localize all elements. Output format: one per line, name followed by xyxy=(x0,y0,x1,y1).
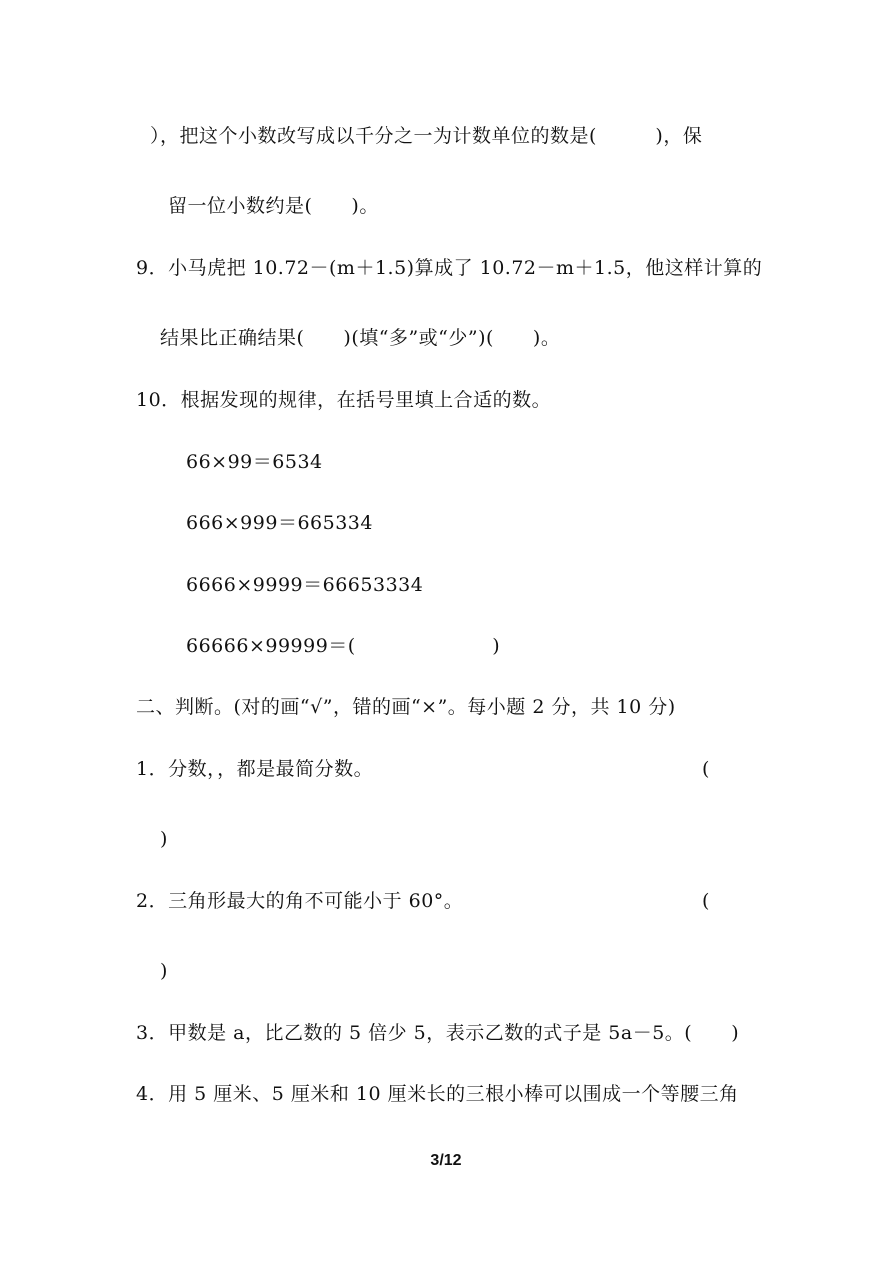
judgment-1-close-paren: ) xyxy=(160,828,168,850)
equation-1: 66×99＝6534 xyxy=(186,451,323,473)
judgment-4: 4．用 5 厘米、5 厘米和 10 厘米长的三根小棒可以围成一个等腰三角 xyxy=(136,1083,739,1105)
equation-3: 6666×9999＝66653334 xyxy=(186,574,424,596)
section-2-heading: 二、判断。(对的画“√”，错的画“×”。每小题 2 分，共 10 分) xyxy=(136,696,676,718)
judgment-2: 2．三角形最大的角不可能小于 60°。 xyxy=(136,890,464,912)
judgment-3: 3．甲数是 a，比乙数的 5 倍少 5，表示乙数的式子是 5a－5。( ) xyxy=(136,1022,740,1044)
question-10-title: 10．根据发现的规律，在括号里填上合适的数。 xyxy=(136,389,552,411)
judgment-2-open-paren: ( xyxy=(702,890,710,912)
q8-continuation-line-1: ），把这个小数改写成以千分之一为计数单位的数是( )，保 xyxy=(150,125,703,147)
judgment-1: 1．分数，，都是最简分数。 xyxy=(136,758,374,780)
equation-4: 66666×99999＝( ) xyxy=(186,635,501,657)
q8-continuation-line-2: 留一位小数约是( )。 xyxy=(168,195,379,217)
equation-2: 666×999＝665334 xyxy=(186,512,373,534)
judgment-2-close-paren: ) xyxy=(160,960,168,982)
judgment-1-open-paren: ( xyxy=(702,758,710,780)
question-9-line-1: 9．小马虎把 10.72－(m＋1.5)算成了 10.72－m＋1.5，他这样计算的 xyxy=(136,257,763,279)
page-number: 3/12 xyxy=(430,1152,462,1169)
question-9-line-2: 结果比正确结果( )(填“多”或“少”)( )。 xyxy=(160,327,561,349)
